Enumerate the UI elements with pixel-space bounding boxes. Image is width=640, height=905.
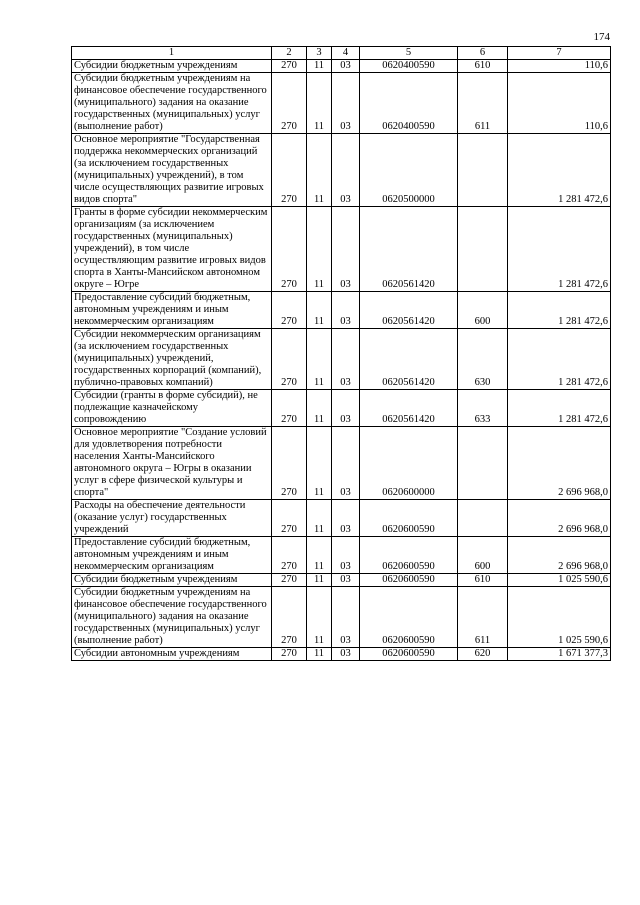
table-row (72, 134, 611, 207)
table-body (72, 60, 611, 661)
ministry-code: 270 (272, 500, 307, 537)
page-number: 174 (593, 31, 610, 43)
expense-item-name: Субсидии бюджетным учреждениям (72, 60, 272, 73)
target-article-code: 0620600590 (360, 574, 458, 587)
expense-type-code (458, 500, 508, 537)
expense-type-code: 611 (458, 73, 508, 134)
subsection-code: 03 (332, 390, 360, 427)
column-header-7: 7 (508, 47, 611, 60)
column-header-2: 2 (272, 47, 307, 60)
expense-item-name: Субсидии бюджетным учреждениям на финансовое обеспечение государственного (муниципального) задания на оказание государственных (муниципальных) услуг (выполнение работ) (72, 73, 272, 134)
amount: 1 281 472,6 (508, 207, 611, 292)
amount: 110,6 (508, 73, 611, 134)
table-row (72, 60, 611, 73)
section-code: 11 (307, 537, 332, 574)
expense-type-code: 610 (458, 574, 508, 587)
ministry-code: 270 (272, 329, 307, 390)
subsection-code: 03 (332, 134, 360, 207)
ministry-code: 270 (272, 60, 307, 73)
expense-type-code: 611 (458, 587, 508, 648)
expense-type-code: 610 (458, 60, 508, 73)
section-code: 11 (307, 427, 332, 500)
ministry-code: 270 (272, 390, 307, 427)
target-article-code: 0620600590 (360, 648, 458, 661)
amount: 110,6 (508, 60, 611, 73)
amount: 1 281 472,6 (508, 329, 611, 390)
column-header-1: 1 (72, 47, 272, 60)
subsection-code: 03 (332, 574, 360, 587)
section-code: 11 (307, 329, 332, 390)
amount: 1 281 472,6 (508, 134, 611, 207)
amount: 1 025 590,6 (508, 587, 611, 648)
ministry-code: 270 (272, 648, 307, 661)
expense-item-name: Субсидии некоммерческим организациям (за исключением государственных (муниципальных) учреждений, государственных корпораций (компаний), публично-правовых компаний) (72, 329, 272, 390)
target-article-code: 0620600000 (360, 427, 458, 500)
section-code: 11 (307, 292, 332, 329)
table-row (72, 329, 611, 390)
expense-item-name: Субсидии бюджетным учреждениям на финансовое обеспечение государственного (муниципального) задания на оказание государственных (муниципальных) услуг (выполнение работ) (72, 587, 272, 648)
section-code: 11 (307, 73, 332, 134)
budget-allocation-table (71, 46, 611, 661)
expense-item-name: Субсидии бюджетным учреждениям (72, 574, 272, 587)
expense-item-name: Предоставление субсидий бюджетным, автономным учреждениям и иным некоммерческим организациям (72, 537, 272, 574)
ministry-code: 270 (272, 207, 307, 292)
table-row (72, 587, 611, 648)
table-row (72, 648, 611, 661)
table-row (72, 390, 611, 427)
section-code: 11 (307, 500, 332, 537)
amount: 2 696 968,0 (508, 537, 611, 574)
expense-item-name: Предоставление субсидий бюджетным, автономным учреждениям и иным некоммерческим организациям (72, 292, 272, 329)
column-header-3: 3 (307, 47, 332, 60)
expense-type-code: 600 (458, 537, 508, 574)
expense-type-code: 600 (458, 292, 508, 329)
ministry-code: 270 (272, 537, 307, 574)
subsection-code: 03 (332, 207, 360, 292)
target-article-code: 0620561420 (360, 207, 458, 292)
expense-type-code (458, 427, 508, 500)
section-code: 11 (307, 390, 332, 427)
section-code: 11 (307, 587, 332, 648)
target-article-code: 0620561420 (360, 390, 458, 427)
table-row (72, 537, 611, 574)
column-number-header-row (72, 47, 611, 60)
expense-type-code (458, 134, 508, 207)
subsection-code: 03 (332, 73, 360, 134)
expense-item-name: Расходы на обеспечение деятельности (оказание услуг) государственных учреждений (72, 500, 272, 537)
section-code: 11 (307, 207, 332, 292)
amount: 1 671 377,3 (508, 648, 611, 661)
target-article-code: 0620400590 (360, 60, 458, 73)
ministry-code: 270 (272, 427, 307, 500)
subsection-code: 03 (332, 60, 360, 73)
expense-item-name: Основное мероприятие "Создание условий для удовлетворения потребности населения Ханты-Мансийского автономного округа – Югры в оказании услуг в сфере физической культуры и спорта" (72, 427, 272, 500)
target-article-code: 0620500000 (360, 134, 458, 207)
column-header-4: 4 (332, 47, 360, 60)
section-code: 11 (307, 134, 332, 207)
target-article-code: 0620561420 (360, 292, 458, 329)
subsection-code: 03 (332, 292, 360, 329)
target-article-code: 0620400590 (360, 73, 458, 134)
table-row (72, 500, 611, 537)
expense-item-name: Субсидии автономным учреждениям (72, 648, 272, 661)
target-article-code: 0620600590 (360, 587, 458, 648)
subsection-code: 03 (332, 329, 360, 390)
amount: 2 696 968,0 (508, 500, 611, 537)
target-article-code: 0620600590 (360, 500, 458, 537)
amount: 1 025 590,6 (508, 574, 611, 587)
section-code: 11 (307, 60, 332, 73)
section-code: 11 (307, 648, 332, 661)
ministry-code: 270 (272, 292, 307, 329)
amount: 2 696 968,0 (508, 427, 611, 500)
target-article-code: 0620561420 (360, 329, 458, 390)
table-row (72, 574, 611, 587)
subsection-code: 03 (332, 587, 360, 648)
target-article-code: 0620600590 (360, 537, 458, 574)
expense-item-name: Гранты в форме субсидии некоммерческим организациям (за исключением государственных (муниципальных) учреждений), в том числе осуществляющим развитие игровых видов спорта в Ханты-Мансийском автономном округе – Югре (72, 207, 272, 292)
amount: 1 281 472,6 (508, 292, 611, 329)
amount: 1 281 472,6 (508, 390, 611, 427)
subsection-code: 03 (332, 427, 360, 500)
table-row (72, 73, 611, 134)
expense-item-name: Основное мероприятие "Государственная поддержка некоммерческих организаций (за исключением государственных (муниципальных) учреждений), в том числе осуществляющих развитие игровых видов спорта" (72, 134, 272, 207)
expense-type-code (458, 207, 508, 292)
column-header-6: 6 (458, 47, 508, 60)
expense-type-code: 633 (458, 390, 508, 427)
table-row (72, 427, 611, 500)
subsection-code: 03 (332, 648, 360, 661)
subsection-code: 03 (332, 500, 360, 537)
subsection-code: 03 (332, 537, 360, 574)
section-code: 11 (307, 574, 332, 587)
ministry-code: 270 (272, 587, 307, 648)
table-row (72, 292, 611, 329)
column-header-5: 5 (360, 47, 458, 60)
expense-type-code: 630 (458, 329, 508, 390)
expense-item-name: Субсидии (гранты в форме субсидий), не подлежащие казначейскому сопровождению (72, 390, 272, 427)
expense-type-code: 620 (458, 648, 508, 661)
ministry-code: 270 (272, 574, 307, 587)
table-row (72, 207, 611, 292)
ministry-code: 270 (272, 134, 307, 207)
ministry-code: 270 (272, 73, 307, 134)
